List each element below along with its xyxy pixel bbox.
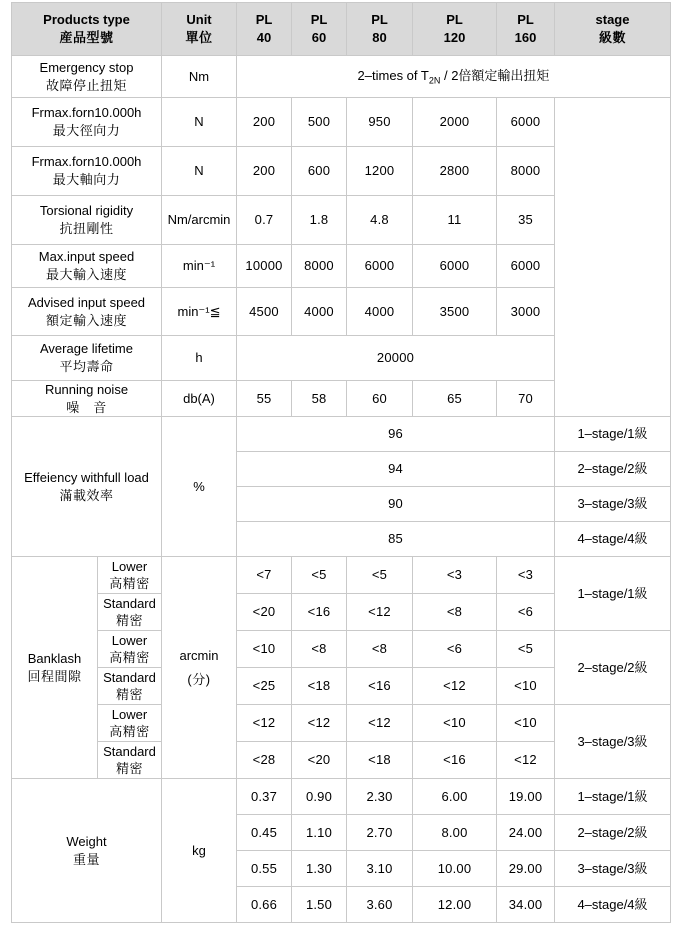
stage-label-backlash-1: 1–stage/1級: [555, 557, 671, 631]
axial-pl160: 8000: [497, 147, 555, 196]
efficiency-value-2stage: 94: [237, 452, 555, 487]
header-products-type: [12, 3, 162, 56]
weight-4-pl80: 3.60: [347, 887, 413, 923]
header-pl60-size: 60: [311, 30, 327, 45]
backlash-type-6: [98, 742, 162, 779]
unit-lifetime: h: [162, 336, 237, 381]
backlash-4-pl40: <25: [237, 668, 292, 705]
weight-2-pl80: 2.70: [347, 815, 413, 851]
noise-pl40: 55: [237, 381, 292, 417]
label-emergency-stop: [12, 56, 162, 98]
label-backlash-zh: 回程間隙: [27, 668, 82, 684]
noise-pl60: 58: [292, 381, 347, 417]
backlash-type-1-en: Lower: [111, 558, 148, 574]
row-efficiency-1stage: [12, 417, 671, 452]
label-advised-input-en: Advised input speed: [27, 294, 146, 310]
backlash-3-pl80: <8: [347, 631, 413, 668]
label-lifetime-zh: 平均壽命: [59, 359, 114, 374]
label-efficiency-zh: 滿載效率: [59, 487, 114, 503]
value-emergency-stop: [237, 56, 671, 98]
header-pl160-size: 160: [514, 30, 537, 45]
weight-2-pl60: 1.10: [292, 815, 347, 851]
backlash-5-pl40: <12: [237, 705, 292, 742]
backlash-1-pl40: <7: [237, 557, 292, 594]
label-torsional-en: Torsional rigidity: [39, 203, 134, 219]
radial-pl160: 6000: [497, 98, 555, 147]
stage-label-weight-4: 4–stage/4級: [555, 887, 671, 923]
header-pl80-size: 80: [372, 30, 387, 45]
backlash-4-pl160: <10: [497, 668, 555, 705]
backlash-type-1: [98, 557, 162, 594]
header-products-type-zh: 産品型號: [59, 30, 114, 45]
torsional-pl40: 0.7: [237, 196, 292, 245]
stage-label-efficiency-4: 4–stage/4級: [555, 522, 671, 557]
label-noise-en: Running noise: [44, 382, 129, 397]
noise-pl120: 65: [413, 381, 497, 417]
stage-label-efficiency-2: 2–stage/2級: [555, 452, 671, 487]
header-pl120-series: PL: [446, 12, 463, 28]
backlash-type-5-zh: 高精密: [109, 724, 150, 740]
value-lifetime: 20000: [237, 336, 555, 381]
unit-advised-input: min⁻¹≦: [162, 288, 237, 336]
unit-max-axial: N: [162, 147, 237, 196]
advspeed-pl80: 4000: [347, 288, 413, 336]
unit-backlash: [162, 557, 237, 779]
axial-pl60: 600: [292, 147, 347, 196]
weight-1-pl120: 6.00: [413, 779, 497, 815]
backlash-3-pl60: <8: [292, 631, 347, 668]
unit-torsional: Nm/arcmin: [162, 196, 237, 245]
backlash-type-3: [98, 631, 162, 668]
label-max-axial-force: [12, 147, 162, 196]
label-weight: [12, 779, 162, 923]
backlash-4-pl120: <12: [413, 668, 497, 705]
header-unit-en: Unit: [186, 12, 212, 28]
header-products-type-en: Products type: [43, 12, 130, 28]
label-max-radial-zh: 最大徑向力: [52, 123, 121, 138]
unit-efficiency: %: [162, 417, 237, 557]
weight-3-pl60: 1.30: [292, 851, 347, 887]
stage-label-backlash-3: 3–stage/3級: [555, 705, 671, 779]
torsional-pl80: 4.8: [347, 196, 413, 245]
header-stage-zh: 級數: [598, 30, 626, 45]
header-pl40-series: PL: [255, 12, 273, 28]
stage-empty-cell: [555, 98, 671, 417]
backlash-2-pl80: <12: [347, 594, 413, 631]
backlash-6-pl80: <18: [347, 742, 413, 779]
backlash-1-pl80: <5: [347, 557, 413, 594]
weight-3-pl120: 10.00: [413, 851, 497, 887]
backlash-type-1-zh: 高精密: [109, 576, 150, 592]
unit-max-input: min⁻¹: [162, 245, 237, 288]
advspeed-pl60: 4000: [292, 288, 347, 336]
backlash-type-6-zh: 精密: [115, 761, 143, 777]
advspeed-pl120: 3500: [413, 288, 497, 336]
backlash-3-pl40: <10: [237, 631, 292, 668]
header-pl40-size: 40: [256, 30, 272, 45]
label-max-input-speed: [12, 245, 162, 288]
stage-label-efficiency-1: 1–stage/1級: [555, 417, 671, 452]
backlash-1-pl160: <3: [497, 557, 555, 594]
row-max-radial-force: [12, 98, 671, 147]
maxspeed-pl120: 6000: [413, 245, 497, 288]
backlash-type-4: [98, 668, 162, 705]
unit-max-radial: N: [162, 98, 237, 147]
backlash-5-pl160: <10: [497, 705, 555, 742]
row-weight-1stage: [12, 779, 671, 815]
label-efficiency-en: Effeiency withfull load: [24, 470, 149, 486]
row-emergency-stop: [12, 56, 671, 98]
weight-1-pl160: 19.00: [497, 779, 555, 815]
label-efficiency: [12, 417, 162, 557]
label-advised-input-zh: 額定輸入速度: [45, 312, 127, 328]
maxspeed-pl160: 6000: [497, 245, 555, 288]
header-pl80-series: PL: [371, 12, 388, 28]
backlash-1-pl60: <5: [292, 557, 347, 594]
emergency-value-suffix: / 2倍額定輸出扭矩: [440, 67, 550, 83]
backlash-4-pl60: <18: [292, 668, 347, 705]
backlash-2-pl40: <20: [237, 594, 292, 631]
stage-label-efficiency-3: 3–stage/3級: [555, 487, 671, 522]
backlash-5-pl120: <10: [413, 705, 497, 742]
row-backlash-3: [12, 631, 671, 668]
maxspeed-pl40: 10000: [237, 245, 292, 288]
backlash-6-pl120: <16: [413, 742, 497, 779]
efficiency-value-1stage: 96: [237, 417, 555, 452]
radial-pl120: 2000: [413, 98, 497, 147]
weight-3-pl80: 3.10: [347, 851, 413, 887]
header-pl120: [413, 3, 497, 56]
backlash-type-4-en: Standard: [103, 669, 156, 685]
backlash-6-pl60: <20: [292, 742, 347, 779]
backlash-type-6-en: Standard: [103, 743, 156, 759]
label-weight-zh: 重量: [72, 851, 100, 867]
label-running-noise: [12, 381, 162, 417]
backlash-1-pl120: <3: [413, 557, 497, 594]
weight-4-pl160: 34.00: [497, 887, 555, 923]
efficiency-value-3stage: 90: [237, 487, 555, 522]
backlash-type-3-zh: 高精密: [109, 650, 150, 666]
backlash-2-pl120: <8: [413, 594, 497, 631]
weight-1-pl40: 0.37: [237, 779, 292, 815]
axial-pl40: 200: [237, 147, 292, 196]
unit-backlash-line2: (分): [187, 672, 211, 688]
advspeed-pl160: 3000: [497, 288, 555, 336]
label-noise-zh: 噪 音: [66, 399, 107, 415]
stage-label-weight-1: 1–stage/1級: [555, 779, 671, 815]
weight-4-pl60: 1.50: [292, 887, 347, 923]
unit-backlash-line1: arcmin: [179, 647, 219, 663]
emergency-value-prefix: 2–times of T: [357, 67, 429, 83]
backlash-2-pl60: <16: [292, 594, 347, 631]
torsional-pl120: 11: [413, 196, 497, 245]
backlash-6-pl40: <28: [237, 742, 292, 779]
label-backlash-en: Banklash: [27, 651, 82, 667]
header-stage-en: stage: [595, 12, 630, 28]
header-pl60-series: PL: [310, 12, 328, 28]
row-backlash-5: [12, 705, 671, 742]
label-emergency-stop-zh: 故障停止扭矩: [45, 77, 127, 93]
header-pl40: [237, 3, 292, 56]
backlash-5-pl60: <12: [292, 705, 347, 742]
weight-4-pl120: 12.00: [413, 887, 497, 923]
emergency-value-subscript: 2N: [428, 75, 441, 86]
header-stage: [555, 3, 671, 56]
weight-2-pl120: 8.00: [413, 815, 497, 851]
backlash-type-2-en: Standard: [103, 595, 156, 611]
torsional-pl160: 35: [497, 196, 555, 245]
weight-3-pl160: 29.00: [497, 851, 555, 887]
label-max-axial-en: Frmax.forn10.000h: [31, 154, 142, 170]
backlash-5-pl80: <12: [347, 705, 413, 742]
weight-2-pl160: 24.00: [497, 815, 555, 851]
torsional-pl60: 1.8: [292, 196, 347, 245]
radial-pl80: 950: [347, 98, 413, 147]
maxspeed-pl60: 8000: [292, 245, 347, 288]
label-max-radial-en: Frmax.forn10.000h: [31, 105, 142, 121]
label-max-radial-force: [12, 98, 162, 147]
row-backlash-1: [12, 557, 671, 594]
header-unit-zh: 單位: [185, 30, 213, 45]
label-lifetime-en: Average lifetime: [40, 341, 133, 357]
label-torsional-rigidity: [12, 196, 162, 245]
header-pl160-series: PL: [517, 12, 534, 28]
weight-1-pl80: 2.30: [347, 779, 413, 815]
unit-noise: db(A): [162, 381, 237, 417]
label-weight-en: Weight: [66, 834, 107, 850]
noise-pl160: 70: [497, 381, 555, 417]
label-max-axial-zh: 最大軸向力: [52, 172, 121, 187]
unit-emergency-stop: Nm: [162, 56, 237, 98]
radial-pl40: 200: [237, 98, 292, 147]
unit-weight: kg: [162, 779, 237, 923]
backlash-type-5-en: Lower: [111, 706, 148, 722]
label-emergency-stop-en: Emergency stop: [39, 59, 134, 75]
label-torsional-zh: 抗扭剛性: [59, 221, 114, 236]
backlash-type-3-en: Lower: [111, 632, 148, 648]
axial-pl80: 1200: [347, 147, 413, 196]
header-row: [12, 3, 671, 56]
efficiency-value-4stage: 85: [237, 522, 555, 557]
maxspeed-pl80: 6000: [347, 245, 413, 288]
label-average-lifetime: [12, 336, 162, 381]
label-max-input-en: Max.input speed: [38, 249, 135, 265]
stage-label-backlash-2: 2–stage/2級: [555, 631, 671, 705]
header-pl120-size: 120: [443, 30, 466, 45]
label-max-input-zh: 最大輸入速度: [45, 267, 127, 282]
weight-2-pl40: 0.45: [237, 815, 292, 851]
label-backlash: [12, 557, 98, 779]
radial-pl60: 500: [292, 98, 347, 147]
header-pl80: [347, 3, 413, 56]
backlash-2-pl160: <6: [497, 594, 555, 631]
advspeed-pl40: 4500: [237, 288, 292, 336]
backlash-4-pl80: <16: [347, 668, 413, 705]
backlash-6-pl160: <12: [497, 742, 555, 779]
backlash-3-pl120: <6: [413, 631, 497, 668]
label-advised-input-speed: [12, 288, 162, 336]
stage-label-weight-3: 3–stage/3級: [555, 851, 671, 887]
header-pl60: [292, 3, 347, 56]
stage-label-weight-2: 2–stage/2級: [555, 815, 671, 851]
axial-pl120: 2800: [413, 147, 497, 196]
noise-pl80: 60: [347, 381, 413, 417]
weight-4-pl40: 0.66: [237, 887, 292, 923]
backlash-type-5: [98, 705, 162, 742]
header-unit: [162, 3, 237, 56]
spec-table: [11, 2, 671, 923]
header-pl160: [497, 3, 555, 56]
backlash-type-4-zh: 精密: [115, 687, 143, 703]
backlash-type-2: [98, 594, 162, 631]
weight-3-pl40: 0.55: [237, 851, 292, 887]
backlash-3-pl160: <5: [497, 631, 555, 668]
weight-1-pl60: 0.90: [292, 779, 347, 815]
backlash-type-2-zh: 精密: [115, 613, 143, 629]
